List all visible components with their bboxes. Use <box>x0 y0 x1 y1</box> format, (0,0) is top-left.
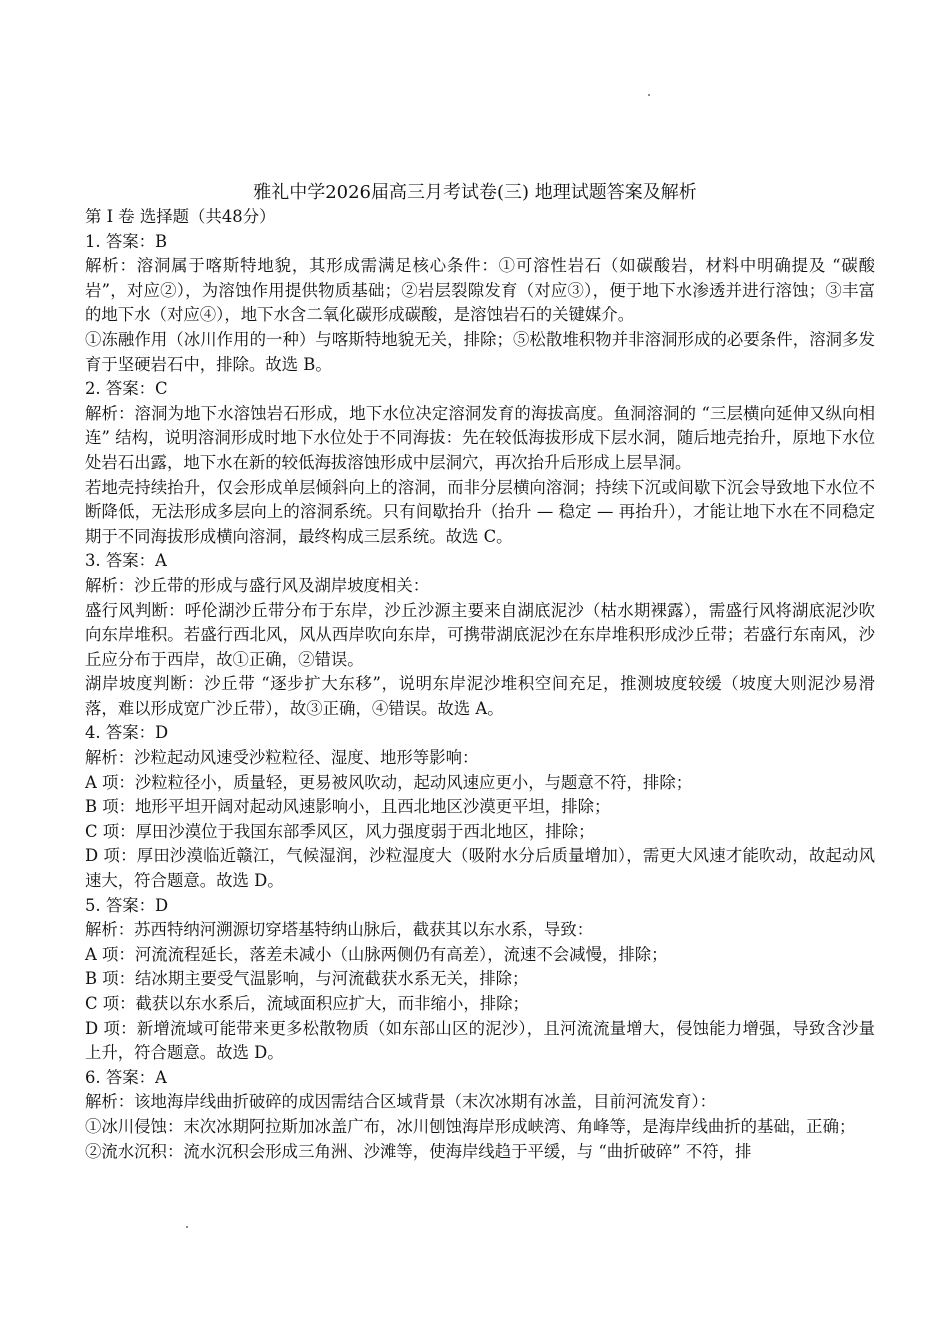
answer-1: 1. 答案：B <box>85 231 168 251</box>
explanation-paragraph: 解析：沙丘带的形成与盛行风及湖岸坡度相关： <box>85 575 430 595</box>
explanation-paragraph: 解析：沙粒起动风速受沙粒粒径、湿度、地形等影响： <box>85 748 479 768</box>
explanation-paragraph: 解析：溶洞为地下水溶蚀岩石形成，地下水位决定溶洞发育的海拔高度。鱼洞溶洞的 “三层横向延伸又纵向相连” 结构，说明溶洞形成时地下水位处于不同海拔：先在较低海拔形成下层水洞，随后地壳抬升，原地下水位处岩石出露，地下水在新的较低海拔溶蚀形成中层洞穴，再次抬升后形成上层旱洞。 <box>85 403 875 472</box>
speck-top <box>648 94 650 96</box>
section-heading: 第 Ⅰ 卷 选择题（共48分） <box>85 207 276 226</box>
explanation-paragraph: 解析：苏西特纳河溯源切穿塔基特纳山脉后，截获其以东水系，导致： <box>85 920 594 940</box>
option-analysis: A 项：河流流程延长，落差未减小（山脉两侧仍有高差），流速不会减慢，排除； <box>85 944 668 964</box>
option-analysis: B 项：结冰期主要受气温影响，与河流截获水系无关，排除； <box>85 969 529 989</box>
explanation-paragraph: ①冰川侵蚀：末次冰期阿拉斯加冰盖广布，冰川刨蚀海岸形成峡湾、角峰等，是海岸线曲折的基础，正确； <box>85 1116 856 1136</box>
option-analysis: C 项：厚田沙漠位于我国东部季风区，风力强度弱于西北地区，排除； <box>85 821 595 841</box>
option-analysis: C 项：截获以东水系后，流域面积应扩大，而非缩小，排除； <box>85 994 529 1013</box>
speck-bottom <box>186 1226 188 1228</box>
explanation-paragraph: 解析：溶洞属于喀斯特地貌，其形成需满足核心条件：①可溶性岩石（如碳酸岩，材料中明确提及 “碳酸岩”，对应②），为溶蚀作用提供物质基础；②岩层裂隙发育（对应③），便于地下水渗透并进行溶蚀；③丰富的地下水（对应④），地下水含二氧化碳形成碳酸，是溶蚀岩石的关键媒介。 <box>85 256 875 325</box>
answer-3: 3. 答案：A <box>85 551 167 571</box>
explanation-paragraph: 盛行风判断：呼伦湖沙丘带分布于东岸，沙丘沙源主要来自湖底泥沙（枯水期裸露），需盛行风将湖底泥沙吹向东岸堆积。若盛行西北风，风从西岸吹向东岸，可携带湖底泥沙在东岸堆积形成沙丘带；若盛行东南风，沙丘应分布于西岸，故①正确，②错误。 <box>85 600 875 669</box>
option-analysis: A 项：沙粒粒径小，质量轻，更易被风吹动，起动风速应更小，与题意不符，排除； <box>85 772 693 792</box>
answer-5: 5. 答案：D <box>85 895 169 915</box>
explanation-paragraph: 湖岸坡度判断：沙丘带 “逐步扩大东移”，说明东岸泥沙堆积空间充足，推测坡度较缓（坡度大则泥沙易滑落，难以形成宽广沙丘带），故③正确，④错误。故选 A。 <box>85 674 875 718</box>
answer-4: 4. 答案：D <box>85 723 169 743</box>
explanation-paragraph: ①冻融作用（冰川作用的一种）与喀斯特地貌无关，排除；⑤松散堆积物并非溶洞形成的必要条件，溶洞多发育于坚硬岩石中，排除。故选 B。 <box>85 329 875 374</box>
document-body <box>85 205 875 1164</box>
explanation-paragraph: 若地壳持续抬升，仅会形成单层倾斜向上的溶洞，而非分层横向溶洞；持续下沉或间歇下沉会导致地下水位不断降低，无法形成多层向上的溶洞系统。只有间歇抬升（抬升 — 稳定 — 再抬升），才能让地下水在不同稳定期于不同海拔形成横向溶洞，最终构成三层系统。故选 C。 <box>85 477 875 546</box>
explanation-paragraph: ②流水沉积：流水沉积会形成三角洲、沙滩等，使海岸线趋于平缓，与 “曲折破碎” 不符，排 <box>85 1141 752 1161</box>
option-analysis: D 项：厚田沙漠临近赣江，气候湿润，沙粒湿度大（吸附水分后质量增加），需更大风速才能吹动，故起动风速大，符合题意。故选 D。 <box>85 846 875 891</box>
explanation-paragraph: 解析：该地海岸线曲折破碎的成因需结合区域背景（末次冰期有冰盖，目前河流发育）： <box>85 1092 717 1112</box>
document-title: 雅礼中学2026届高三月考试卷(三) 地理试题答案及解析 <box>253 182 697 203</box>
answer-2: 2. 答案：C <box>85 379 168 399</box>
option-analysis: D 项：新增流域可能带来更多松散物质（如东部山区的泥沙），且河流流量增大，侵蚀能力增强，导致含沙量上升，符合题意。故选 D。 <box>85 1018 875 1063</box>
answer-6: 6. 答案：A <box>85 1067 167 1087</box>
option-analysis: B 项：地形平坦开阔对起动风速影响小，且西北地区沙漠更平坦，排除； <box>85 797 611 817</box>
